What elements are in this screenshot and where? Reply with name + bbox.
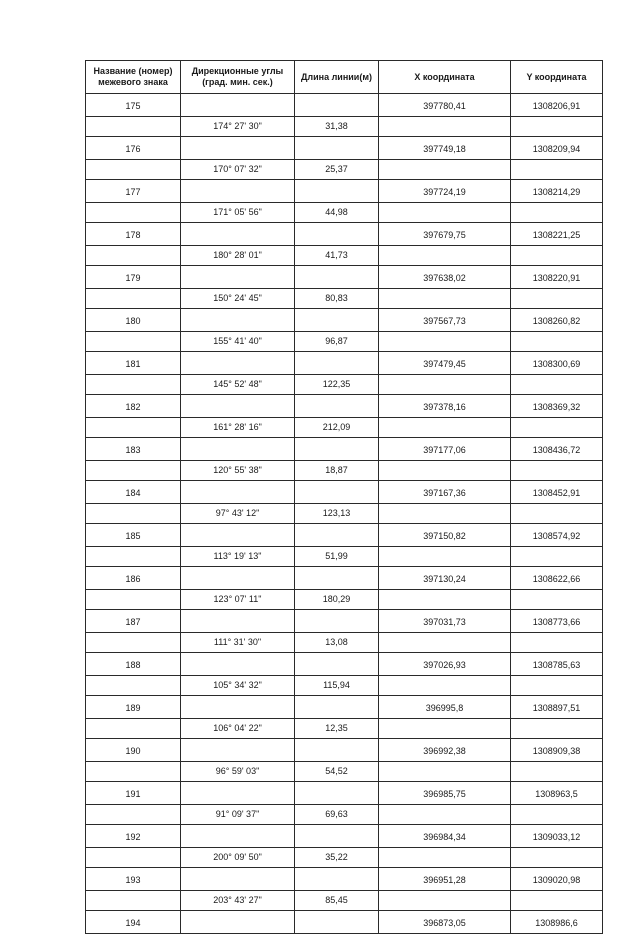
y-coordinate: 1308909,38 bbox=[511, 739, 603, 762]
x-coordinate: 396984,34 bbox=[379, 825, 511, 848]
empty-cell bbox=[295, 395, 379, 418]
empty-cell bbox=[379, 546, 511, 567]
line-length: 35,22 bbox=[295, 847, 379, 868]
point-name: 182 bbox=[86, 395, 181, 418]
point-row bbox=[86, 567, 603, 590]
segment-row bbox=[86, 288, 603, 309]
empty-cell bbox=[181, 180, 295, 203]
y-coordinate: 1308897,51 bbox=[511, 696, 603, 719]
empty-cell bbox=[86, 632, 181, 653]
empty-cell bbox=[86, 503, 181, 524]
empty-cell bbox=[86, 202, 181, 223]
x-coordinate: 397638,02 bbox=[379, 266, 511, 289]
empty-cell bbox=[86, 288, 181, 309]
point-name: 183 bbox=[86, 438, 181, 461]
empty-cell bbox=[181, 567, 295, 590]
empty-cell bbox=[511, 847, 603, 868]
empty-cell bbox=[511, 890, 603, 911]
x-coordinate: 396992,38 bbox=[379, 739, 511, 762]
y-coordinate: 1309033,12 bbox=[511, 825, 603, 848]
line-length: 31,38 bbox=[295, 116, 379, 137]
segment-row bbox=[86, 890, 603, 911]
empty-cell bbox=[379, 503, 511, 524]
empty-cell bbox=[86, 460, 181, 481]
point-name: 184 bbox=[86, 481, 181, 504]
empty-cell bbox=[181, 438, 295, 461]
empty-cell bbox=[181, 782, 295, 805]
line-length: 85,45 bbox=[295, 890, 379, 911]
empty-cell bbox=[379, 245, 511, 266]
empty-cell bbox=[379, 589, 511, 610]
empty-cell bbox=[86, 804, 181, 825]
empty-cell bbox=[181, 653, 295, 676]
direction-angle: 123° 07' 11" bbox=[181, 589, 295, 610]
x-coordinate: 397167,36 bbox=[379, 481, 511, 504]
empty-cell bbox=[181, 137, 295, 160]
empty-cell bbox=[295, 524, 379, 547]
line-length: 13,08 bbox=[295, 632, 379, 653]
empty-cell bbox=[181, 266, 295, 289]
empty-cell bbox=[86, 675, 181, 696]
y-coordinate: 1308260,82 bbox=[511, 309, 603, 332]
point-name: 186 bbox=[86, 567, 181, 590]
empty-cell bbox=[295, 481, 379, 504]
segment-row bbox=[86, 804, 603, 825]
empty-cell bbox=[511, 761, 603, 782]
x-coordinate: 397177,06 bbox=[379, 438, 511, 461]
line-length: 180,29 bbox=[295, 589, 379, 610]
empty-cell bbox=[295, 911, 379, 934]
direction-angle: 91° 09' 37" bbox=[181, 804, 295, 825]
point-row bbox=[86, 653, 603, 676]
header-line-length: Длина линии(м) bbox=[295, 61, 379, 94]
empty-cell bbox=[86, 847, 181, 868]
empty-cell bbox=[295, 180, 379, 203]
empty-cell bbox=[181, 94, 295, 117]
segment-row bbox=[86, 589, 603, 610]
empty-cell bbox=[181, 395, 295, 418]
line-length: 80,83 bbox=[295, 288, 379, 309]
direction-angle: 174° 27' 30" bbox=[181, 116, 295, 137]
point-row bbox=[86, 825, 603, 848]
y-coordinate: 1308214,29 bbox=[511, 180, 603, 203]
empty-cell bbox=[295, 610, 379, 633]
empty-cell bbox=[181, 352, 295, 375]
segment-row bbox=[86, 202, 603, 223]
empty-cell bbox=[379, 374, 511, 395]
x-coordinate: 397780,41 bbox=[379, 94, 511, 117]
y-coordinate: 1309020,98 bbox=[511, 868, 603, 891]
empty-cell bbox=[379, 288, 511, 309]
point-row bbox=[86, 524, 603, 547]
empty-cell bbox=[511, 417, 603, 438]
segment-row bbox=[86, 159, 603, 180]
empty-cell bbox=[181, 868, 295, 891]
y-coordinate: 1308986,6 bbox=[511, 911, 603, 934]
empty-cell bbox=[379, 116, 511, 137]
empty-cell bbox=[295, 825, 379, 848]
point-row bbox=[86, 223, 603, 246]
direction-angle: 171° 05' 56" bbox=[181, 202, 295, 223]
point-row bbox=[86, 739, 603, 762]
point-name: 175 bbox=[86, 94, 181, 117]
empty-cell bbox=[379, 202, 511, 223]
empty-cell bbox=[86, 159, 181, 180]
point-name: 181 bbox=[86, 352, 181, 375]
y-coordinate: 1308369,32 bbox=[511, 395, 603, 418]
line-length: 96,87 bbox=[295, 331, 379, 352]
empty-cell bbox=[181, 825, 295, 848]
y-coordinate: 1308206,91 bbox=[511, 94, 603, 117]
empty-cell bbox=[379, 331, 511, 352]
segment-row bbox=[86, 546, 603, 567]
empty-cell bbox=[511, 202, 603, 223]
x-coordinate: 396873,05 bbox=[379, 911, 511, 934]
x-coordinate: 397567,73 bbox=[379, 309, 511, 332]
header-point-name: Название (номер) межевого знака bbox=[86, 61, 181, 94]
empty-cell bbox=[181, 610, 295, 633]
empty-cell bbox=[295, 352, 379, 375]
x-coordinate: 397479,45 bbox=[379, 352, 511, 375]
empty-cell bbox=[511, 288, 603, 309]
x-coordinate: 396985,75 bbox=[379, 782, 511, 805]
empty-cell bbox=[86, 546, 181, 567]
point-row bbox=[86, 180, 603, 203]
line-length: 25,37 bbox=[295, 159, 379, 180]
empty-cell bbox=[295, 868, 379, 891]
empty-cell bbox=[181, 696, 295, 719]
empty-cell bbox=[181, 223, 295, 246]
point-name: 192 bbox=[86, 825, 181, 848]
empty-cell bbox=[379, 847, 511, 868]
empty-cell bbox=[511, 503, 603, 524]
empty-cell bbox=[295, 223, 379, 246]
x-coordinate: 396995,8 bbox=[379, 696, 511, 719]
point-name: 194 bbox=[86, 911, 181, 934]
segment-row bbox=[86, 116, 603, 137]
x-coordinate: 397378,16 bbox=[379, 395, 511, 418]
y-coordinate: 1308773,66 bbox=[511, 610, 603, 633]
empty-cell bbox=[181, 524, 295, 547]
x-coordinate: 397749,18 bbox=[379, 137, 511, 160]
y-coordinate: 1308963,5 bbox=[511, 782, 603, 805]
x-coordinate: 397031,73 bbox=[379, 610, 511, 633]
empty-cell bbox=[511, 589, 603, 610]
direction-angle: 155° 41' 40" bbox=[181, 331, 295, 352]
point-name: 177 bbox=[86, 180, 181, 203]
y-coordinate: 1308452,91 bbox=[511, 481, 603, 504]
empty-cell bbox=[295, 266, 379, 289]
empty-cell bbox=[379, 460, 511, 481]
point-name: 189 bbox=[86, 696, 181, 719]
y-coordinate: 1308209,94 bbox=[511, 137, 603, 160]
empty-cell bbox=[86, 374, 181, 395]
direction-angle: 111° 31' 30" bbox=[181, 632, 295, 653]
empty-cell bbox=[86, 245, 181, 266]
direction-angle: 120° 55' 38" bbox=[181, 460, 295, 481]
y-coordinate: 1308221,25 bbox=[511, 223, 603, 246]
direction-angle: 200° 09' 50" bbox=[181, 847, 295, 868]
header-direction-angle: Дирекционные углы (град. мин. сек.) bbox=[181, 61, 295, 94]
point-row bbox=[86, 266, 603, 289]
empty-cell bbox=[511, 245, 603, 266]
empty-cell bbox=[295, 94, 379, 117]
segment-row bbox=[86, 460, 603, 481]
line-length: 41,73 bbox=[295, 245, 379, 266]
empty-cell bbox=[181, 481, 295, 504]
x-coordinate: 397150,82 bbox=[379, 524, 511, 547]
segment-row bbox=[86, 718, 603, 739]
direction-angle: 170° 07' 32" bbox=[181, 159, 295, 180]
empty-cell bbox=[86, 417, 181, 438]
header-x-coordinate: X координата bbox=[379, 61, 511, 94]
empty-cell bbox=[379, 718, 511, 739]
empty-cell bbox=[86, 890, 181, 911]
point-name: 187 bbox=[86, 610, 181, 633]
point-name: 190 bbox=[86, 739, 181, 762]
line-length: 18,87 bbox=[295, 460, 379, 481]
empty-cell bbox=[86, 331, 181, 352]
point-name: 185 bbox=[86, 524, 181, 547]
empty-cell bbox=[511, 331, 603, 352]
segment-row bbox=[86, 632, 603, 653]
empty-cell bbox=[511, 804, 603, 825]
empty-cell bbox=[295, 567, 379, 590]
segment-row bbox=[86, 374, 603, 395]
direction-angle: 180° 28' 01" bbox=[181, 245, 295, 266]
empty-cell bbox=[86, 116, 181, 137]
empty-cell bbox=[511, 718, 603, 739]
x-coordinate: 397130,24 bbox=[379, 567, 511, 590]
empty-cell bbox=[511, 675, 603, 696]
empty-cell bbox=[511, 116, 603, 137]
empty-cell bbox=[295, 696, 379, 719]
direction-angle: 113° 19' 13" bbox=[181, 546, 295, 567]
point-row bbox=[86, 868, 603, 891]
empty-cell bbox=[379, 632, 511, 653]
point-name: 179 bbox=[86, 266, 181, 289]
point-row bbox=[86, 610, 603, 633]
line-length: 69,63 bbox=[295, 804, 379, 825]
y-coordinate: 1308436,72 bbox=[511, 438, 603, 461]
point-name: 193 bbox=[86, 868, 181, 891]
empty-cell bbox=[86, 761, 181, 782]
empty-cell bbox=[379, 804, 511, 825]
direction-angle: 203° 43' 27" bbox=[181, 890, 295, 911]
y-coordinate: 1308574,92 bbox=[511, 524, 603, 547]
segment-row bbox=[86, 503, 603, 524]
empty-cell bbox=[295, 438, 379, 461]
x-coordinate: 397724,19 bbox=[379, 180, 511, 203]
y-coordinate: 1308300,69 bbox=[511, 352, 603, 375]
point-row bbox=[86, 94, 603, 117]
point-row bbox=[86, 438, 603, 461]
direction-angle: 105° 34' 32" bbox=[181, 675, 295, 696]
empty-cell bbox=[379, 890, 511, 911]
empty-cell bbox=[86, 718, 181, 739]
boundary-coordinates-table bbox=[85, 60, 603, 934]
point-row bbox=[86, 395, 603, 418]
y-coordinate: 1308220,91 bbox=[511, 266, 603, 289]
line-length: 51,99 bbox=[295, 546, 379, 567]
direction-angle: 106° 04' 22" bbox=[181, 718, 295, 739]
point-row bbox=[86, 911, 603, 934]
table-header-row bbox=[86, 61, 603, 94]
point-row bbox=[86, 696, 603, 719]
empty-cell bbox=[181, 309, 295, 332]
point-row bbox=[86, 137, 603, 160]
header-y-coordinate: Y координата bbox=[511, 61, 603, 94]
empty-cell bbox=[511, 159, 603, 180]
y-coordinate: 1308785,63 bbox=[511, 653, 603, 676]
segment-row bbox=[86, 331, 603, 352]
x-coordinate: 397679,75 bbox=[379, 223, 511, 246]
point-name: 188 bbox=[86, 653, 181, 676]
x-coordinate: 396951,28 bbox=[379, 868, 511, 891]
segment-row bbox=[86, 245, 603, 266]
empty-cell bbox=[295, 739, 379, 762]
empty-cell bbox=[511, 546, 603, 567]
point-name: 180 bbox=[86, 309, 181, 332]
point-name: 191 bbox=[86, 782, 181, 805]
empty-cell bbox=[511, 374, 603, 395]
segment-row bbox=[86, 847, 603, 868]
point-name: 178 bbox=[86, 223, 181, 246]
empty-cell bbox=[295, 782, 379, 805]
direction-angle: 161° 28' 16" bbox=[181, 417, 295, 438]
table-body bbox=[86, 94, 603, 934]
empty-cell bbox=[379, 159, 511, 180]
empty-cell bbox=[181, 911, 295, 934]
point-row bbox=[86, 481, 603, 504]
direction-angle: 145° 52' 48" bbox=[181, 374, 295, 395]
empty-cell bbox=[511, 632, 603, 653]
line-length: 122,35 bbox=[295, 374, 379, 395]
line-length: 212,09 bbox=[295, 417, 379, 438]
empty-cell bbox=[86, 589, 181, 610]
empty-cell bbox=[379, 417, 511, 438]
direction-angle: 150° 24' 45" bbox=[181, 288, 295, 309]
point-row bbox=[86, 352, 603, 375]
empty-cell bbox=[379, 675, 511, 696]
direction-angle: 96° 59' 03" bbox=[181, 761, 295, 782]
segment-row bbox=[86, 761, 603, 782]
direction-angle: 97° 43' 12" bbox=[181, 503, 295, 524]
line-length: 44,98 bbox=[295, 202, 379, 223]
empty-cell bbox=[295, 653, 379, 676]
y-coordinate: 1308622,66 bbox=[511, 567, 603, 590]
empty-cell bbox=[511, 460, 603, 481]
empty-cell bbox=[379, 761, 511, 782]
point-row bbox=[86, 782, 603, 805]
point-name: 176 bbox=[86, 137, 181, 160]
line-length: 54,52 bbox=[295, 761, 379, 782]
empty-cell bbox=[295, 137, 379, 160]
line-length: 123,13 bbox=[295, 503, 379, 524]
empty-cell bbox=[181, 739, 295, 762]
point-row bbox=[86, 309, 603, 332]
line-length: 12,35 bbox=[295, 718, 379, 739]
segment-row bbox=[86, 675, 603, 696]
segment-row bbox=[86, 417, 603, 438]
line-length: 115,94 bbox=[295, 675, 379, 696]
empty-cell bbox=[295, 309, 379, 332]
x-coordinate: 397026,93 bbox=[379, 653, 511, 676]
